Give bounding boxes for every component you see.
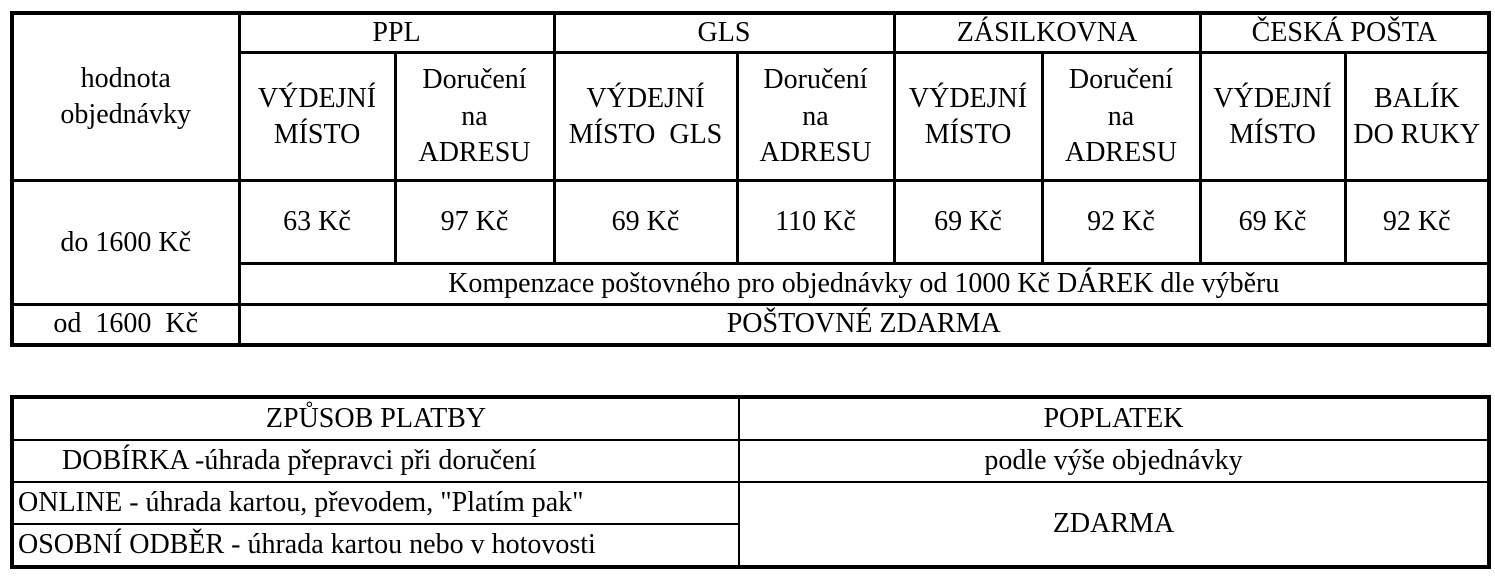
carrier-zasilkovna: ZÁSILKOVNA — [894, 13, 1200, 53]
payment-method-personal-pickup: OSOBNÍ ODBĚR - úhrada kartou nebo v hotovosti — [12, 524, 739, 567]
payment-method-cod: DOBÍRKA -úhrada přepravci při doručení — [12, 440, 739, 482]
service-line: MÍSTO — [924, 118, 1012, 150]
price-zasilkovna-address: 92 Kč — [1042, 181, 1200, 264]
price-gls-address: 110 Kč — [737, 181, 894, 264]
service-zasilkovna-pickup — [894, 53, 1042, 181]
carrier-gls: GLS — [554, 13, 894, 53]
service-line: VÝDEJNÍ — [908, 82, 1028, 114]
service-line: DO RUKY — [1353, 118, 1481, 150]
tier-label-over-1600: od 1600 Kč — [12, 305, 239, 345]
service-line: MÍSTO — [273, 118, 361, 150]
price-ceska-posta-pickup: 69 Kč — [1200, 181, 1345, 264]
price-zasilkovna-pickup: 69 Kč — [894, 181, 1042, 264]
service-line: ADRESU — [759, 137, 872, 169]
price-ceska-posta-hand-delivery: 92 Kč — [1345, 181, 1489, 264]
service-line: ADRESU — [1064, 137, 1177, 169]
service-line: VÝDEJNÍ — [1213, 82, 1332, 114]
payment-method-online: ONLINE - úhrada kartou, převodem, "Platím pak" — [12, 482, 739, 524]
service-line: ADRESU — [418, 137, 531, 169]
price-gls-pickup: 69 Kč — [554, 181, 737, 264]
order-value-header — [12, 13, 239, 181]
price-ppl-address: 97 Kč — [395, 181, 554, 264]
free-shipping-note: POŠTOVNÉ ZDARMA — [239, 305, 1489, 345]
service-line: Doručení — [422, 64, 527, 96]
service-line: MÍSTO GLS — [568, 118, 723, 150]
carrier-ppl: PPL — [239, 13, 554, 53]
service-line: na — [802, 100, 829, 132]
payment-fee-header: POPLATEK — [739, 397, 1489, 440]
order-value-header-line-2: objednávky — [60, 99, 192, 131]
payment-method-header: ZPŮSOB PLATBY — [12, 397, 739, 440]
service-ppl-pickup — [239, 53, 395, 181]
service-gls-pickup — [554, 53, 737, 181]
payment-fee-cod: podle výše objednávky — [739, 440, 1489, 482]
compensation-note: Kompenzace poštovného pro objednávky od 1000 Kč DÁREK dle výběru — [239, 264, 1489, 305]
service-line: Doručení — [763, 64, 868, 96]
shipping-price-table — [10, 11, 1491, 347]
carrier-ceska-posta: ČESKÁ POŠTA — [1200, 13, 1489, 53]
service-line: na — [461, 100, 488, 132]
service-ceska-posta-hand-delivery — [1345, 53, 1489, 181]
service-line: VÝDEJNÍ — [257, 82, 377, 114]
service-gls-address — [737, 53, 894, 181]
service-line: VÝDEJNÍ — [586, 82, 705, 114]
service-zasilkovna-address — [1042, 53, 1200, 181]
service-line: MÍSTO — [1229, 118, 1316, 150]
service-line: na — [1107, 100, 1135, 132]
payment-fee-free: ZDARMA — [739, 482, 1489, 567]
tier-label-under-1600: do 1600 Kč — [12, 181, 239, 305]
service-ppl-address — [395, 53, 554, 181]
payment-methods-table — [10, 395, 1491, 569]
order-value-header-line-1: hodnota — [80, 62, 171, 94]
service-line: Doručení — [1068, 64, 1174, 96]
service-line: BALÍK — [1373, 82, 1460, 114]
price-ppl-pickup: 63 Kč — [239, 181, 395, 264]
service-ceska-posta-pickup — [1200, 53, 1345, 181]
